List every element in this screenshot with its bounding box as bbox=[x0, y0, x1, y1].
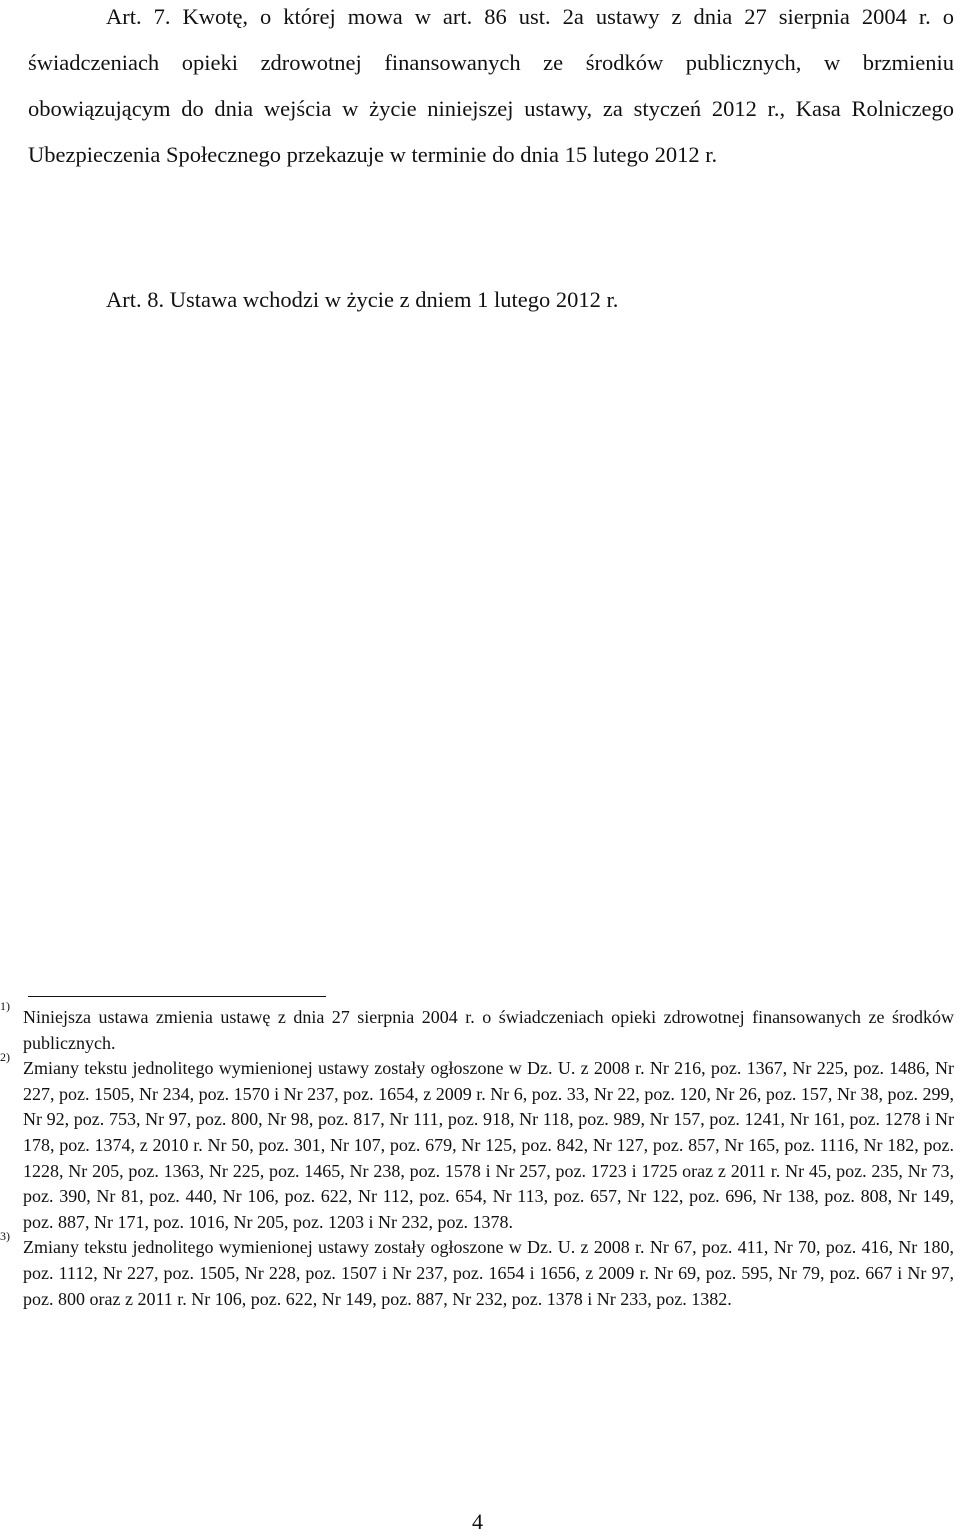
footnotes-section bbox=[0, 999, 960, 1312]
footnote-1-text: Niniejsza ustawa zmienia ustawę z dnia 27 sierpnia 2004 r. o świadczeniach opieki zdrowotnej finansowanych ze środków publicznych. bbox=[23, 1007, 954, 1053]
footnote-3-text: Zmiany tekstu jednolitego wymienionej ustawy zostały ogłoszone w Dz. U. z 2008 r. Nr 67, poz. 411, Nr 70, poz. 416, Nr 180, poz. 1112, Nr 227, poz. 1505, Nr 228, poz. 1507 i Nr 237, poz. 1654 i 1656, z 2009 r. Nr 69, poz. 595, Nr 79, poz. 667 i Nr 97, poz. 800 oraz z 2011 r. Nr 106, poz. 622, Nr 149, poz. 887, Nr 232, poz. 1378 i Nr 233, poz. 1382. bbox=[23, 1237, 954, 1309]
footnote-3 bbox=[0, 1229, 954, 1312]
article-8-paragraph: Art. 8. Ustawa wchodzi w życie z dniem 1 lutego 2012 r. bbox=[106, 287, 619, 312]
footnote-separator bbox=[28, 996, 326, 997]
footnote-2-text: Zmiany tekstu jednolitego wymienionej ustawy zostały ogłoszone w Dz. U. z 2008 r. Nr 216, poz. 1367, Nr 225, poz. 1486, Nr 227, poz. 1505, Nr 234, poz. 1570 i Nr 237, poz. 1654, z 2009 r. Nr 6, poz. 33, Nr 22, poz. 120, Nr 26, poz. 157, Nr 38, poz. 299, Nr 92, poz. 753, Nr 97, poz. 800, Nr 98, poz. 817, Nr 111, poz. 918, Nr 118, poz. 989, Nr 157, poz. 1241, Nr 161, poz. 1278 i Nr 178, poz. 1374, z 2010 r. Nr 50, poz. 301, Nr 107, poz. 679, Nr 125, poz. 842, Nr 127, poz. 857, Nr 165, poz. 1116, Nr 182, poz. 1228, Nr 205, poz. 1363, Nr 225, poz. 1465, Nr 238, poz. 1578 i Nr 257, poz. 1723 i 1725 oraz z 2011 r. Nr 45, poz. 235, Nr 73, poz. 390, Nr 81, poz. 440, Nr 106, poz. 622, Nr 112, poz. 654, Nr 113, poz. 657, Nr 122, poz. 696, Nr 138, poz. 808, Nr 149, poz. 887, Nr 171, poz. 1016, Nr 205, poz. 1203 i Nr 232, poz. 1378. bbox=[23, 1058, 954, 1232]
footnote-1 bbox=[0, 999, 954, 1056]
footnote-3-marker: 3) bbox=[0, 1229, 10, 1244]
footnote-2-marker: 2) bbox=[0, 1050, 10, 1065]
footnote-1-marker: 1) bbox=[0, 999, 10, 1013]
article-7-paragraph: Art. 7. Kwotę, o której mowa w art. 86 ust. 2a ustawy z dnia 27 sierpnia 2004 r. o świadczeniach opieki zdrowotnej finansowanych ze środków publicznych, w brzmieniu obowiązującym do dnia wejścia w życie niniejszej ustawy, za styczeń 2012 r., Kasa Rolniczego Ubezpieczenia Społecznego przekazuje w terminie do dnia 15 lutego 2012 r. bbox=[28, 4, 954, 167]
page-number: 4 bbox=[472, 1509, 483, 1534]
footnote-2 bbox=[0, 1050, 954, 1235]
